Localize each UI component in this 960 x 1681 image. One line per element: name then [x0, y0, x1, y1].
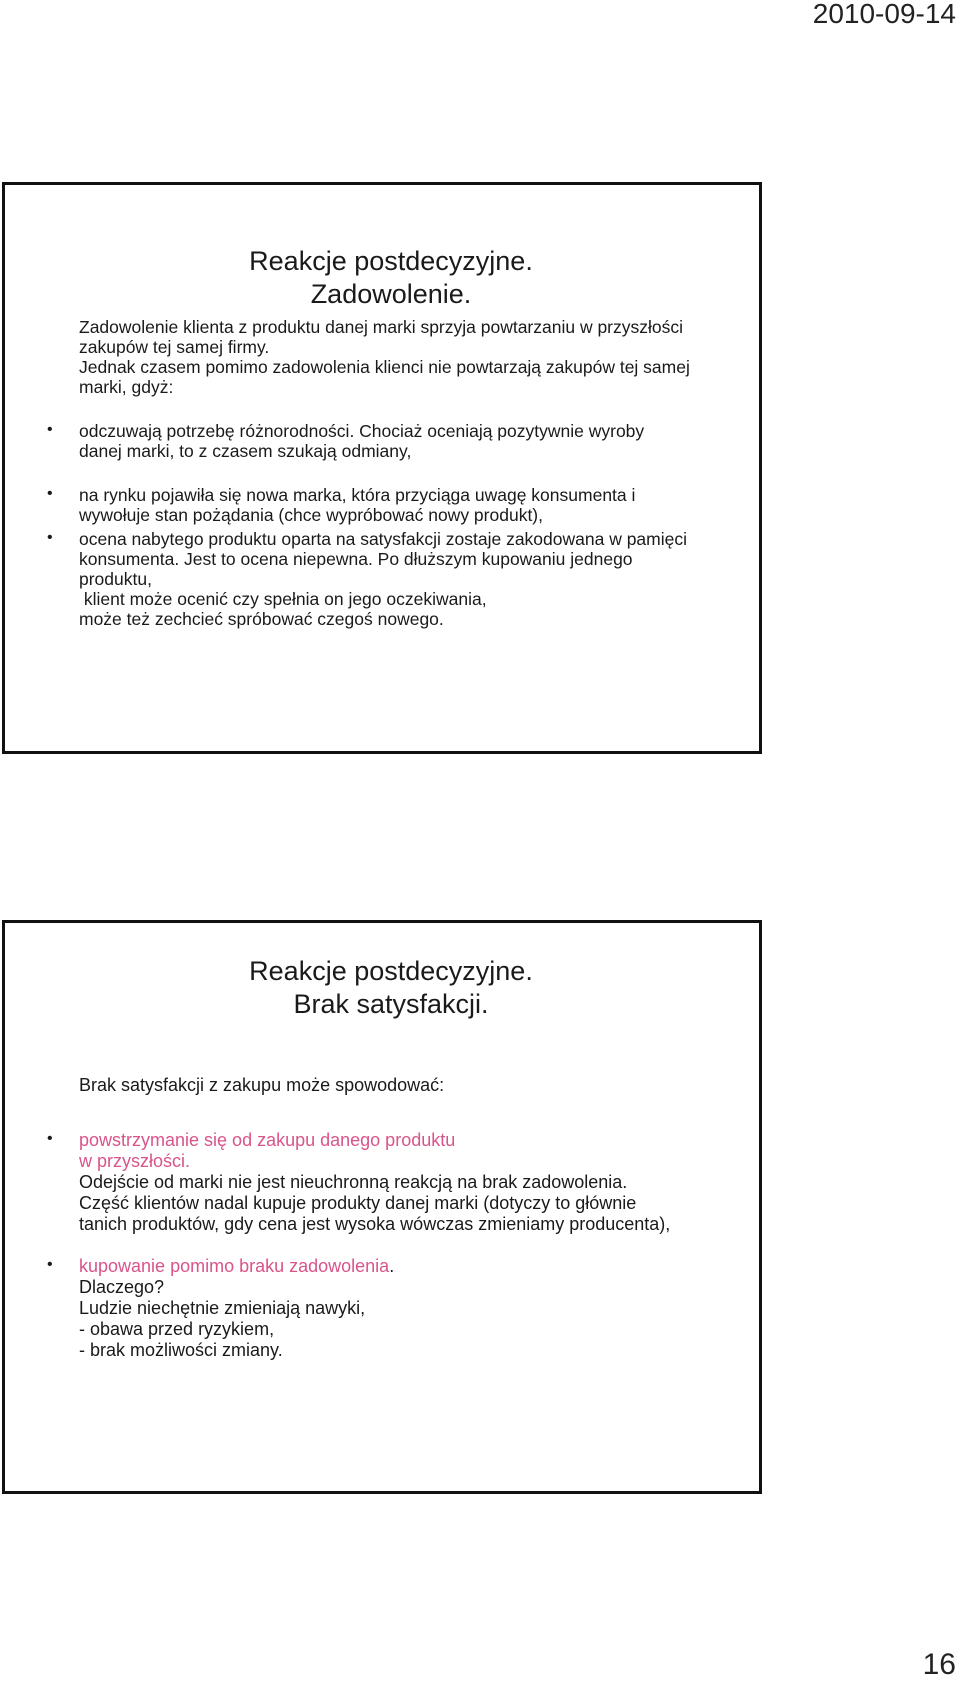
text-line: ocena nabytego produktu oparta na satysfakcji zostaje zakodowana w pamięci	[79, 529, 688, 549]
slide-title-line: Zadowolenie.	[310, 279, 472, 309]
text-line: wywołuje stan pożądania (chce wypróbować nowy produkt),	[79, 505, 543, 525]
highlight-line: powstrzymanie się od zakupu danego produktu	[79, 1130, 456, 1150]
text-line: Brak satysfakcji z zakupu może spowodować:	[79, 1075, 445, 1095]
text-line: danej marki, to z czasem szukają odmiany,	[79, 441, 412, 461]
bullet-item	[79, 529, 743, 629]
text-line: tanich produktów, gdy cena jest wysoka wówczas zmieniamy producenta),	[79, 1214, 671, 1234]
page-date: 2010-09-14	[812, 0, 956, 29]
bullet-marker: •	[47, 529, 53, 546]
bullet-item	[79, 485, 743, 525]
bullet-item	[79, 421, 743, 461]
bullet-marker: •	[47, 1130, 53, 1147]
slide-title-line: Brak satysfakcji.	[293, 989, 489, 1019]
text-line: Część klientów nadal kupuje produkty danej marki (dotyczy to głównie	[79, 1193, 637, 1213]
bullet-item	[79, 1130, 743, 1235]
slide-title-line: Reakcje postdecyzyjne.	[249, 956, 533, 986]
text-line: Dlaczego?	[79, 1277, 165, 1297]
text-line: klient może ocenić czy spełnia on jego oczekiwania,	[79, 589, 487, 609]
bullet-item	[79, 1256, 743, 1361]
slide-dissatisfaction	[2, 920, 762, 1494]
intro-paragraph	[79, 317, 743, 397]
text-line: odczuwają potrzebę różnorodności. Chociaż oceniają pozytywnie wyroby	[79, 421, 645, 441]
bullet-marker: •	[47, 485, 53, 502]
text-line: zakupów tej samej firmy.	[79, 337, 270, 357]
text-line: Zadowolenie klienta z produktu danej marki sprzyja powtarzaniu w przyszłości	[79, 317, 684, 337]
text-line: - brak możliwości zmiany.	[79, 1340, 283, 1360]
highlight-text: kupowanie pomimo braku zadowolenia	[79, 1256, 390, 1276]
page-number: 16	[922, 1648, 956, 1681]
slide-title	[23, 245, 759, 311]
intro-paragraph	[79, 1075, 743, 1096]
text-line: może też zechcieć spróbować czegoś nowego.	[79, 609, 444, 629]
text-line: produktu,	[79, 569, 152, 589]
text-line: Odejście od marki nie jest nieuchronną reakcją na brak zadowolenia.	[79, 1172, 628, 1192]
bullet-marker: •	[47, 421, 53, 438]
slide-satisfaction	[2, 182, 762, 754]
text-line: na rynku pojawiła się nowa marka, która przyciąga uwagę konsumenta i	[79, 485, 636, 505]
slide-title	[23, 955, 759, 1021]
highlight-line: w przyszłości.	[79, 1151, 191, 1171]
slide-title-line: Reakcje postdecyzyjne.	[249, 246, 533, 276]
text-line: - obawa przed ryzykiem,	[79, 1319, 275, 1339]
text-line: konsumenta. Jest to ocena niepewna. Po dłuższym kupowaniu jednego	[79, 549, 633, 569]
text-line: Ludzie niechętnie zmieniają nawyki,	[79, 1298, 366, 1318]
bullet-marker: •	[47, 1256, 53, 1273]
text-line	[79, 1256, 743, 1277]
text-line: Jednak czasem pomimo zadowolenia klienci nie powtarzają zakupów tej samej	[79, 357, 690, 377]
period: .	[389, 1256, 395, 1276]
text-line: marki, gdyż:	[79, 377, 174, 397]
